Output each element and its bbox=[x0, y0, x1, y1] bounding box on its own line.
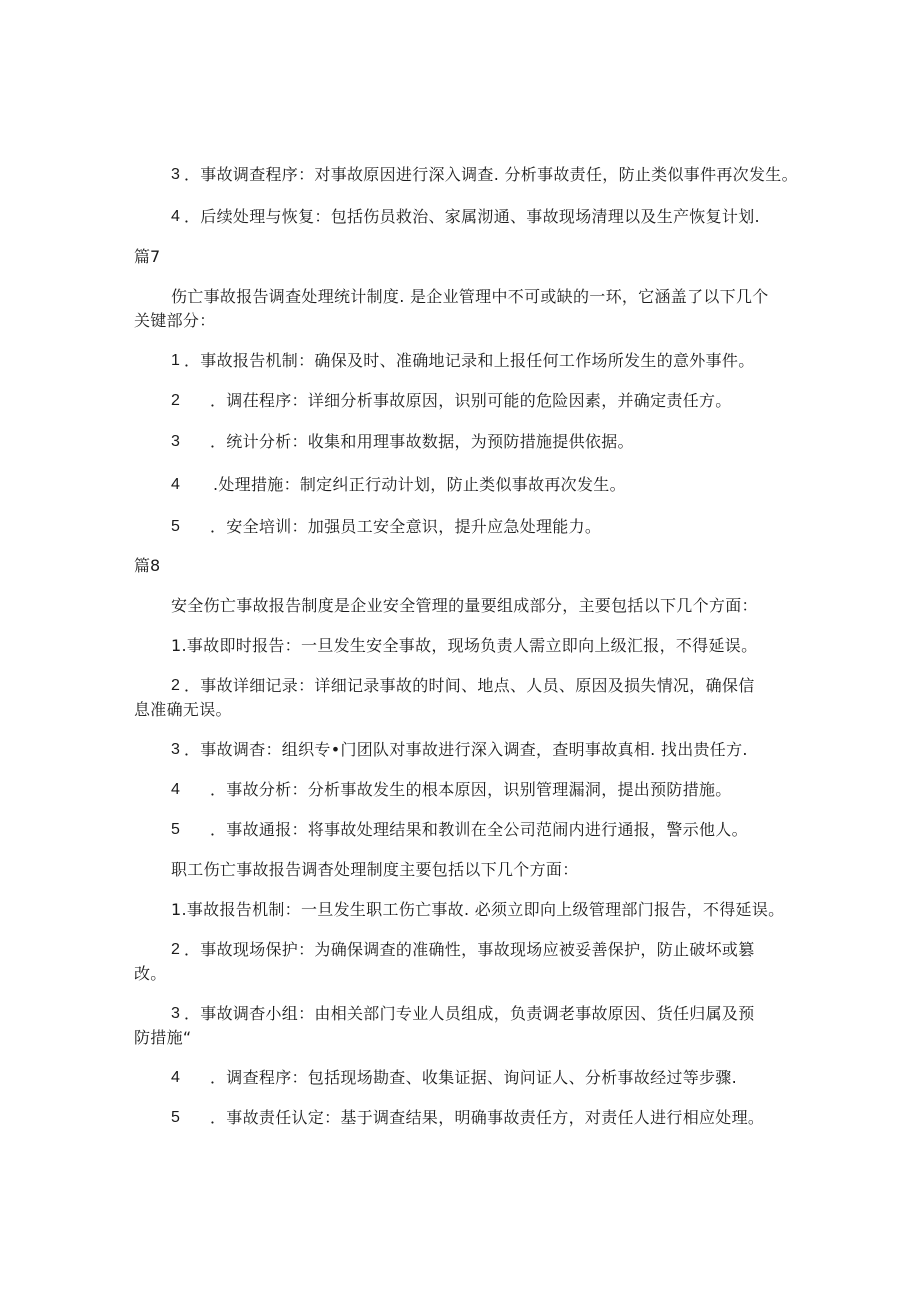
list-item-text-cont: 息准确无误。 bbox=[134, 700, 232, 719]
list-number: 5 bbox=[171, 821, 180, 838]
list-number: 1 bbox=[171, 352, 180, 369]
intro-paragraph-8: 安全伤亡事故报告制度是企业安全管理的量要组成部分，主要包括以下几个方面： bbox=[171, 596, 758, 615]
list-item-text-cont: 防措施“ bbox=[134, 1028, 192, 1047]
intro-paragraph-7-cont: 关键部分： bbox=[134, 311, 216, 330]
list-item-text: ．调茌程序：详细分析事故原因，识别可能的危险因素，并确定责任方。 bbox=[210, 391, 732, 410]
list-item-text: 1.事故即时报告：一旦发生安全事故，现场负责人需立即向上级汇报，不得延误。 bbox=[171, 636, 758, 655]
list-number: 3 bbox=[171, 1005, 180, 1022]
list-number: 4 bbox=[171, 781, 180, 798]
list-item-text: ．统计分析：收集和用理事故数据，为预防措施提供依据。 bbox=[210, 432, 634, 451]
list-number: 4 bbox=[171, 208, 180, 225]
list-number: 3 bbox=[171, 166, 180, 183]
list-number: 3 bbox=[171, 741, 180, 758]
list-number: 5 bbox=[171, 1109, 180, 1126]
section-heading-8: 篇8 bbox=[134, 556, 161, 575]
list-number: 2 bbox=[171, 941, 180, 958]
list-item-text: ．事故现场保护：为确保调查的准确性，事故现场应被妥善保护，防止破坏或篡 bbox=[184, 940, 755, 959]
list-item-text-cont: 改。 bbox=[134, 964, 167, 983]
list-item-text: ．安全培训：加强员工安全意识，提升应急处理能力。 bbox=[210, 517, 602, 536]
list-item-text: ．事故详细记录：详细记录事故的时间、地点、人员、原因及损失情况，确保信 bbox=[184, 676, 755, 695]
list-item-text: ．后续处理与恢复：包括伤员救治、家属沏通、事故现场清理以及生产恢复计划. bbox=[184, 207, 760, 226]
list-item-text: .处理措施：制定纠正行动计划，防止类似事故再次发生。 bbox=[213, 475, 626, 494]
list-item-text: ．事故责任认定：基于调查结果，明确事故责任方，对责任人进行相应处理。 bbox=[210, 1108, 765, 1127]
list-item-text: ．事故调查程序：对事故原因进行深入调查. 分析事故责任，防止类似事件再次发生。 bbox=[184, 165, 798, 184]
intro-paragraph-9: 职工伤亡事故报告调杳处理制度主要包括以下几个方面： bbox=[171, 860, 579, 879]
list-item-text: ．事故报告机制：确保及时、准确地记录和上报任何工作场所发生的意外事件。 bbox=[184, 351, 755, 370]
list-item-text: ．事故调杳小组：由相关部门专业人员组成，负责调老事故原因、货任归属及预 bbox=[184, 1004, 755, 1023]
list-number: 4 bbox=[171, 476, 180, 493]
section-heading-7: 篇7 bbox=[134, 247, 161, 266]
list-item-text: 1.事故报告机制：一旦发生职工伤亡事故. 必须立即向上级管理部门报告，不得延误。 bbox=[171, 900, 785, 919]
list-item-text: ．调查程序：包括现场勘查、收集证据、询问证人、分析事故经过等步骤. bbox=[210, 1068, 737, 1087]
list-item-text: ．事故通报：将事故处理结果和教训在全公司范闹内进行通报，警示他人。 bbox=[210, 820, 748, 839]
list-number: 5 bbox=[171, 518, 180, 535]
list-number: 3 bbox=[171, 433, 180, 450]
list-item-text: ．事故分析：分析事故发生的根本原因，识别管理漏洞，提出预防措施。 bbox=[210, 780, 732, 799]
list-number: 2 bbox=[171, 677, 180, 694]
list-item-text: ．事故调杳：组织专•门团队对事故进行深入调查，查明事故真相. 找出贵任方. bbox=[184, 740, 748, 759]
list-number: 2 bbox=[171, 392, 180, 409]
list-number: 4 bbox=[171, 1069, 180, 1086]
intro-paragraph-7: 伤亡事故报告调查处理统计制度. 是企业管理中不可或缺的一环，它涵盖了以下几个 bbox=[171, 287, 769, 306]
